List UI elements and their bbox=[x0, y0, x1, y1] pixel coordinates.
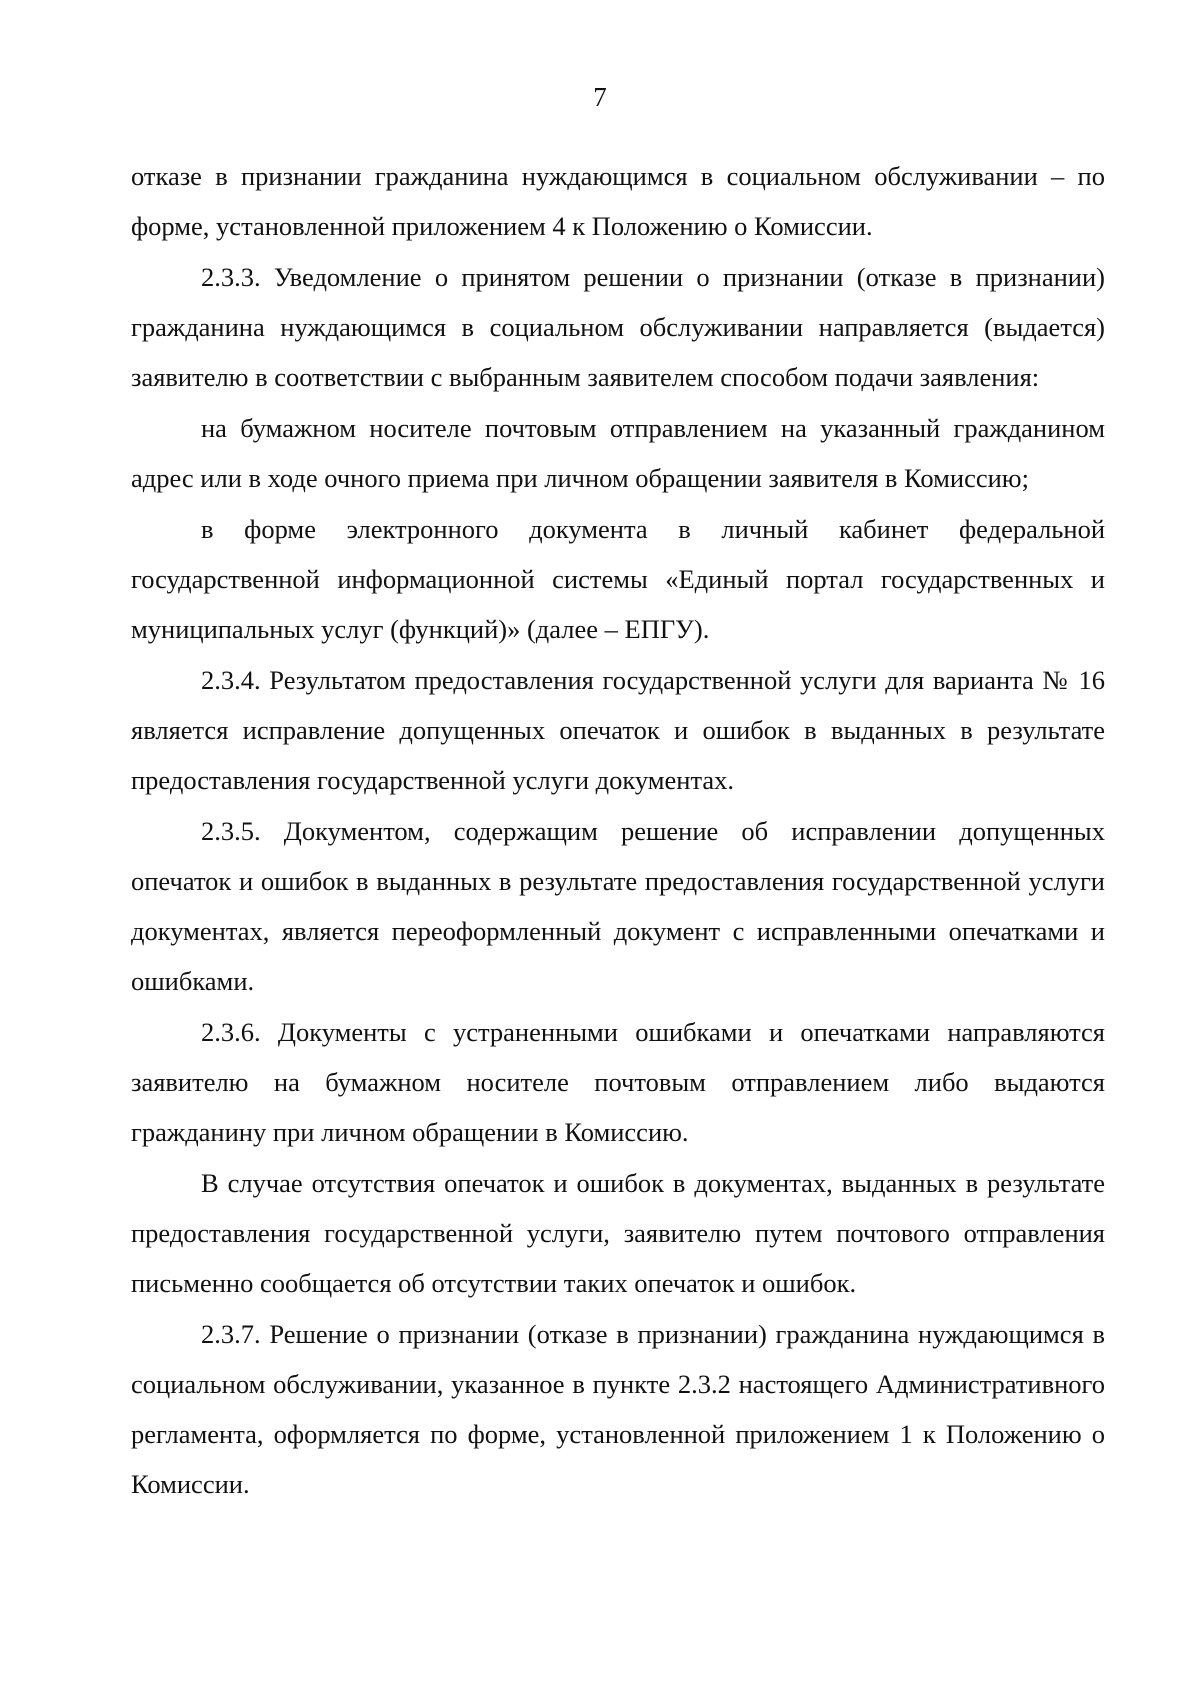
paragraph-2-3-5: 2.3.5. Документом, содержащим решение об исправлении допущенных опечаток и ошибок в выданных в результате предоставления государственной услуги документах, является переоформленный документ с исправленными опечатками и ошибками. bbox=[131, 816, 1105, 996]
paragraph-2-3-6: 2.3.6. Документы с устраненными ошибками и опечатками направляются заявителю на бумажном носителе почтовым отправлением либо выдаются гражданину при личном обращении в Комиссию. bbox=[131, 1017, 1105, 1147]
paragraph-continuation: отказе в признании гражданина нуждающимся в социальном обслуживании – по форме, установленной приложением 4 к Положению о Комиссии. bbox=[131, 161, 1105, 241]
paragraph-no-errors: В случае отсутствия опечаток и ошибок в документах, выданных в результате предоставления государственной услуги, заявителю путем почтового отправления письменно сообщается об отсутствии таких опечаток и ошибок. bbox=[131, 1168, 1105, 1298]
paragraph-electronic-delivery: в форме электронного документа в личный кабинет федеральной государственной информационной системы «Единый портал государственных и муниципальных услуг (функций)» (далее – ЕПГУ). bbox=[131, 514, 1105, 644]
paragraph-2-3-4: 2.3.4. Результатом предоставления государственной услуги для варианта № 16 является исправление допущенных опечаток и ошибок в выданных в результате предоставления государственной услуги документах. bbox=[131, 665, 1105, 795]
page-number: 7 bbox=[593, 82, 607, 112]
paragraph-paper-delivery: на бумажном носителе почтовым отправлением на указанный гражданином адрес или в ходе очного приема при личном обращении заявителя в Комиссию; bbox=[131, 413, 1105, 493]
paragraph-2-3-3: 2.3.3. Уведомление о принятом решении о признании (отказе в признании) гражданина нуждающимся в социальном обслуживании направляется (выдается) заявителю в соответствии с выбранным заявителем способом подачи заявления: bbox=[131, 262, 1105, 392]
paragraph-2-3-7: 2.3.7. Решение о признании (отказе в признании) гражданина нуждающимся в социальном обслуживании, указанное в пункте 2.3.2 настоящего Административного регламента, оформляется по форме, установленной приложением 1 к Положению о Комиссии. bbox=[131, 1319, 1105, 1499]
document-body bbox=[131, 151, 1105, 1509]
